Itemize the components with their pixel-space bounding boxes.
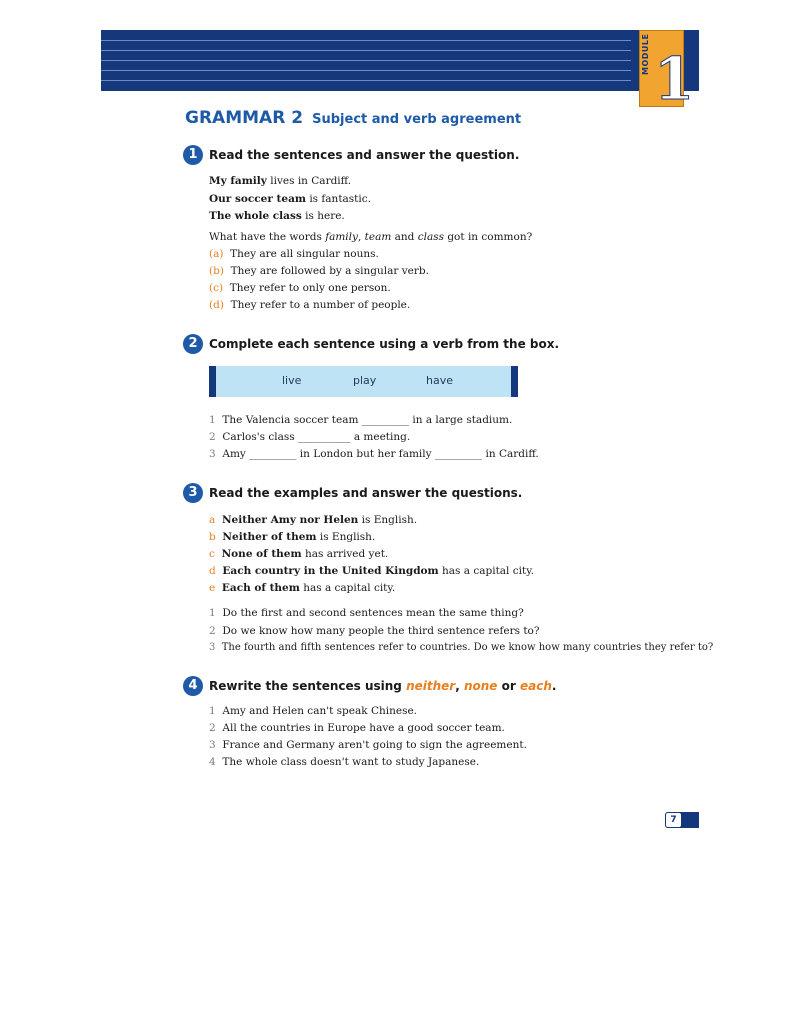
ex3-example: a Neither Amy nor Helen is English.	[209, 514, 418, 526]
exercise-4-heading: Rewrite the sentences using neither, none or each.	[209, 679, 557, 693]
exercise-1-heading: Read the sentences and answer the question.	[209, 148, 520, 162]
word-box	[209, 366, 518, 397]
page-number-tab	[665, 812, 699, 828]
ex1-option: (b) They are followed by a singular verb.	[209, 265, 429, 277]
ex2-item: 1 The Valencia soccer team _________ in a large stadium.	[209, 414, 513, 426]
exercise-3-heading: Read the examples and answer the questions.	[209, 486, 523, 500]
ex2-item: 2 Carlos's class __________ a meeting.	[209, 431, 411, 443]
module-number: 1	[654, 45, 695, 113]
page-number: 7	[665, 812, 682, 828]
ex3-example: e Each of them has a capital city.	[209, 582, 396, 594]
ex1-sentence: Our soccer team is fantastic.	[209, 193, 371, 205]
exercise-2-heading: Complete each sentence using a verb from the box.	[209, 337, 560, 351]
ex3-question: 3 The fourth and fifth sentences refer to countries. Do we know how many countries they refer to?	[209, 642, 714, 653]
word-box-word: have	[426, 374, 453, 387]
ex1-option: (c) They refer to only one person.	[209, 282, 391, 294]
ex3-example: c None of them has arrived yet.	[209, 548, 389, 560]
exercise-3-number: 3	[183, 483, 203, 503]
title-main: GRAMMAR 2	[185, 108, 304, 128]
ex1-sentence: The whole class is here.	[209, 210, 345, 222]
module-label: MODULE	[641, 33, 650, 75]
exercise-4-number: 4	[183, 676, 203, 696]
module-tab	[639, 30, 695, 113]
exercise-2-number: 2	[183, 334, 203, 354]
word-box-word: play	[353, 374, 377, 387]
ex3-example: b Neither of them is English.	[209, 531, 376, 543]
page-title	[185, 108, 521, 128]
ex3-question: 2 Do we know how many people the third sentence refers to?	[209, 625, 540, 637]
title-sub: Subject and verb agreement	[312, 112, 522, 127]
header-banner	[101, 30, 699, 91]
ex1-question: What have the words family, team and class got in common?	[209, 231, 533, 243]
ex2-item: 3 Amy _________ in London but her family _________ in Cardiff.	[209, 448, 539, 460]
ex4-item: 3 France and Germany aren't going to sign the agreement.	[209, 739, 527, 751]
ex1-option: (d) They refer to a number of people.	[209, 299, 411, 311]
ex3-question: 1 Do the first and second sentences mean the same thing?	[209, 607, 524, 619]
word-box-word: live	[282, 374, 302, 387]
exercise-1-number: 1	[183, 145, 203, 165]
ex3-example: d Each country in the United Kingdom has a capital city.	[209, 565, 535, 577]
ex4-item: 4 The whole class doesn't want to study Japanese.	[209, 756, 480, 768]
ex1-option: (a) They are all singular nouns.	[209, 248, 379, 260]
ex4-item: 2 All the countries in Europe have a good soccer team.	[209, 722, 505, 734]
ex1-sentence: My family lives in Cardiff.	[209, 175, 352, 187]
ex4-item: 1 Amy and Helen can't speak Chinese.	[209, 705, 418, 717]
